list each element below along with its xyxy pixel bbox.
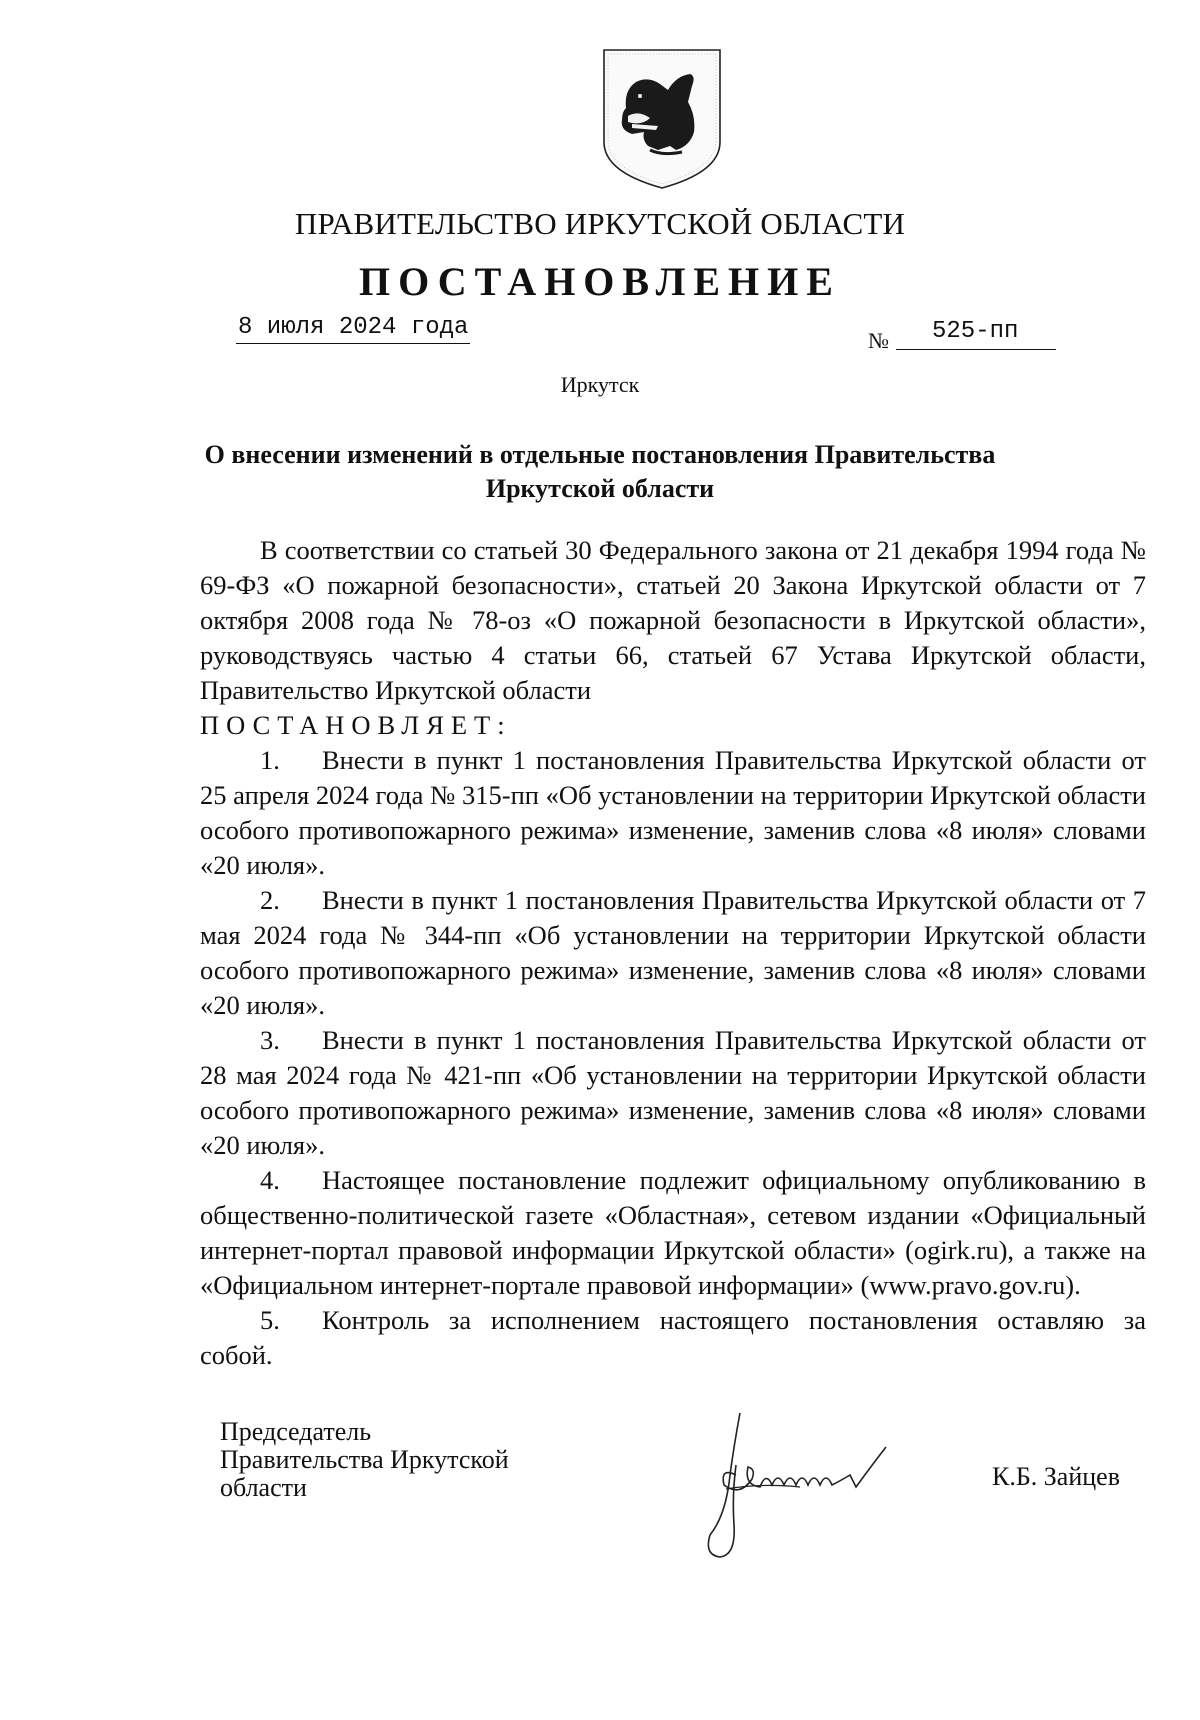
position-line: области [220, 1473, 307, 1502]
coat-of-arms-icon [598, 46, 726, 192]
city: Иркутск [560, 372, 640, 397]
document-body [200, 533, 1146, 1373]
document-date: 8 июля 2024 года [236, 314, 470, 344]
item-number: 1. [260, 745, 280, 775]
list-item [200, 883, 1146, 1023]
item-text: Внести в пункт 1 постановления Правительства Иркутской области от 25 апреля 2024 года № 315-пп «Об установлении на территории Иркутской области особого противопожарного режима» изменение, заменив слова «8 июля» словами «20 июля». [200, 745, 1146, 880]
position-line: Правительства Иркутской [220, 1445, 509, 1474]
list-item [200, 1163, 1146, 1303]
document-type: ПОСТАНОВЛЕНИЕ [359, 259, 841, 304]
item-text: Внести в пункт 1 постановления Правительства Иркутской области от 28 мая 2024 года № 421-пп «Об установлении на территории Иркутской области особого противопожарного режима» изменение, заменив слова «8 июля» словами «20 июля». [200, 1025, 1146, 1160]
organization-name: ПРАВИТЕЛЬСТВО ИРКУТСКОЙ ОБЛАСТИ [294, 206, 906, 241]
document-number: 525-пп [896, 318, 1056, 350]
list-item [200, 1303, 1146, 1373]
document-title: О внесении изменений в отдельные постановления Правительства Иркутской области [204, 440, 996, 503]
signatory-position [220, 1418, 509, 1502]
item-text: Настоящее постановление подлежит официальному опубликованию в общественно-политической газете «Областная», сетевом издании «Официальный интернет-портал правовой информации Иркутской области» (ogirk.ru), а также на «Официальном интернет-портале правовой информации» (www.pravo.gov.ru). [200, 1165, 1146, 1300]
list-item [200, 1023, 1146, 1163]
decree-word: ПОСТАНОВЛЯЕТ: [200, 710, 512, 740]
handwritten-signature [700, 1405, 960, 1565]
position-line: Председатель [220, 1417, 372, 1446]
list-item [200, 743, 1146, 883]
item-text: Внести в пункт 1 постановления Правительства Иркутской области от 7 мая 2024 года № 344-пп «Об установлении на территории Иркутской области особого противопожарного режима» изменение, заменив слова «8 июля» словами «20 июля». [200, 885, 1146, 1020]
item-number: 4. [260, 1165, 280, 1195]
preamble: В соответствии со статьей 30 Федерального закона от 21 декабря 1994 года № 69-ФЗ «О пожарной безопасности», статьей 20 Закона Иркутской области от 7 октября 2008 года № 78-оз «О пожарной безопасности в Иркутской области», руководствуясь частью 4 статьи 66, статьей 67 Устава Иркутской области, Правительство Иркутской области [200, 535, 1146, 705]
item-number: 3. [260, 1025, 280, 1055]
number-sign: № [868, 328, 889, 353]
item-text: Контроль за исполнением настоящего постановления оставляю за собой. [200, 1305, 1146, 1370]
item-number: 2. [260, 885, 280, 915]
item-number: 5. [260, 1305, 280, 1335]
signatory-name: К.Б. Зайцев [992, 1462, 1120, 1491]
